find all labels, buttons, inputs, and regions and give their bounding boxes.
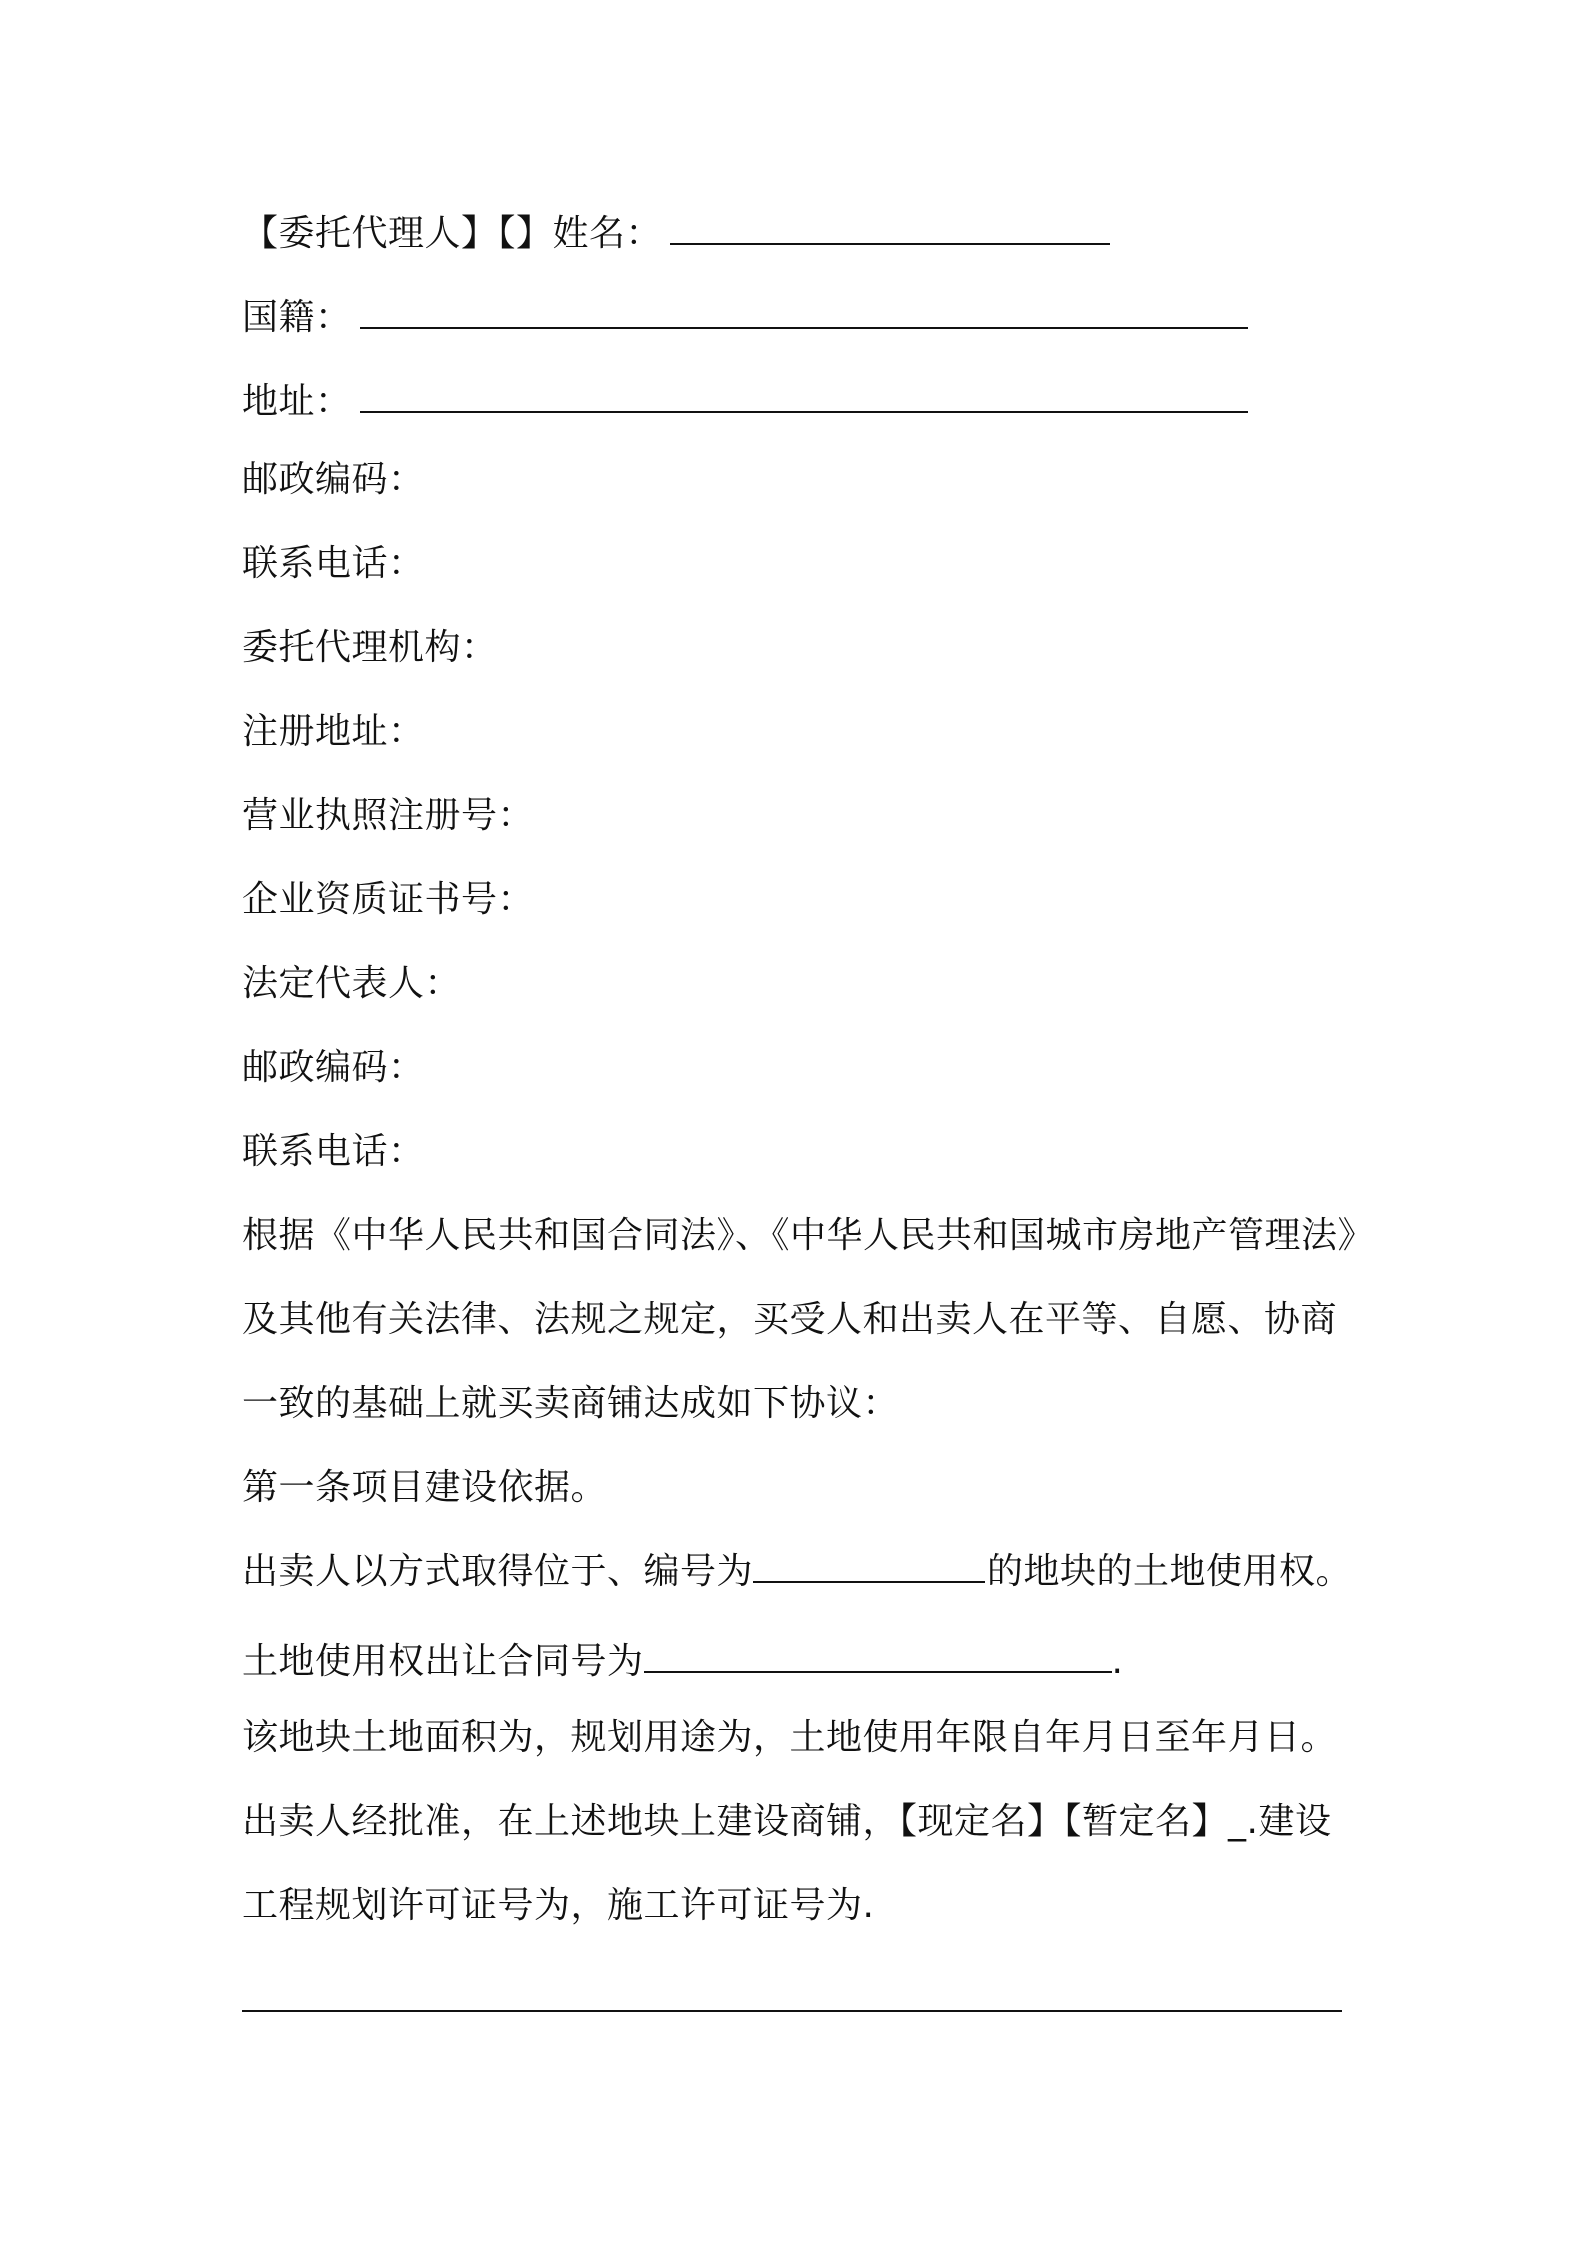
postal-code-label: 邮政编码： (242, 459, 425, 500)
paragraph-line-2: 及其他有关法律、法规之规定，买受人和出卖人在平等、自愿、协商 (242, 1299, 1338, 1340)
address-line (242, 380, 1248, 424)
agency-label: 委托代理机构： (242, 627, 498, 668)
phone-2-label: 联系电话： (242, 1131, 425, 1172)
agent-name-line (242, 212, 1110, 256)
construction-line (242, 1800, 1331, 1844)
paragraph-line-1: 根据《中华人民共和国合同法》、《中华人民共和国城市房地产管理法》 (242, 1215, 1375, 1256)
construction-text-a: 出卖人经批准，在上述地块上建设商铺，【现定名】【暂定名】 (242, 1801, 1229, 1842)
paragraph-line-3: 一致的基础上就买卖商铺达成如下协议： (242, 1383, 900, 1424)
transfer-contract-blank[interactable] (644, 1641, 1112, 1673)
registered-address-label: 注册地址： (242, 711, 425, 752)
land-use-right-text-a: 出卖人以方式取得位于、编号为 (242, 1551, 754, 1592)
agent-name-blank[interactable] (670, 213, 1110, 245)
parcel-number-blank[interactable] (753, 1551, 985, 1583)
transfer-contract-period: . (1111, 1641, 1124, 1682)
bottom-blank-line[interactable] (242, 2010, 1342, 2012)
agent-name-label: 【委托代理人】【】姓名： (242, 213, 663, 254)
address-blank[interactable] (360, 381, 1248, 413)
address-label: 地址： (242, 381, 352, 422)
nationality-blank[interactable] (360, 297, 1248, 329)
construction-text-b: _.建设 (1228, 1801, 1332, 1842)
qualification-cert-label: 企业资质证书号： (242, 879, 535, 920)
nationality-line (242, 296, 1248, 340)
transfer-contract-label: 土地使用权出让合同号为 (242, 1641, 644, 1682)
phone-label: 联系电话： (242, 543, 425, 584)
postal-code-2-label: 邮政编码： (242, 1047, 425, 1088)
business-license-label: 营业执照注册号： (242, 795, 535, 836)
legal-rep-label: 法定代表人： (242, 963, 462, 1004)
land-area-line: 该地块土地面积为，规划用途为，土地使用年限自年月日至年月日。 (242, 1717, 1338, 1758)
land-use-right-text-b: 的地块的土地使用权。 (987, 1551, 1353, 1592)
article-one-heading: 第一条项目建设依据。 (242, 1467, 608, 1508)
permit-line: 工程规划许可证号为，施工许可证号为. (242, 1885, 875, 1926)
nationality-label: 国籍： (242, 297, 352, 338)
land-use-right-line (242, 1550, 1352, 1594)
transfer-contract-line (242, 1640, 1123, 1684)
